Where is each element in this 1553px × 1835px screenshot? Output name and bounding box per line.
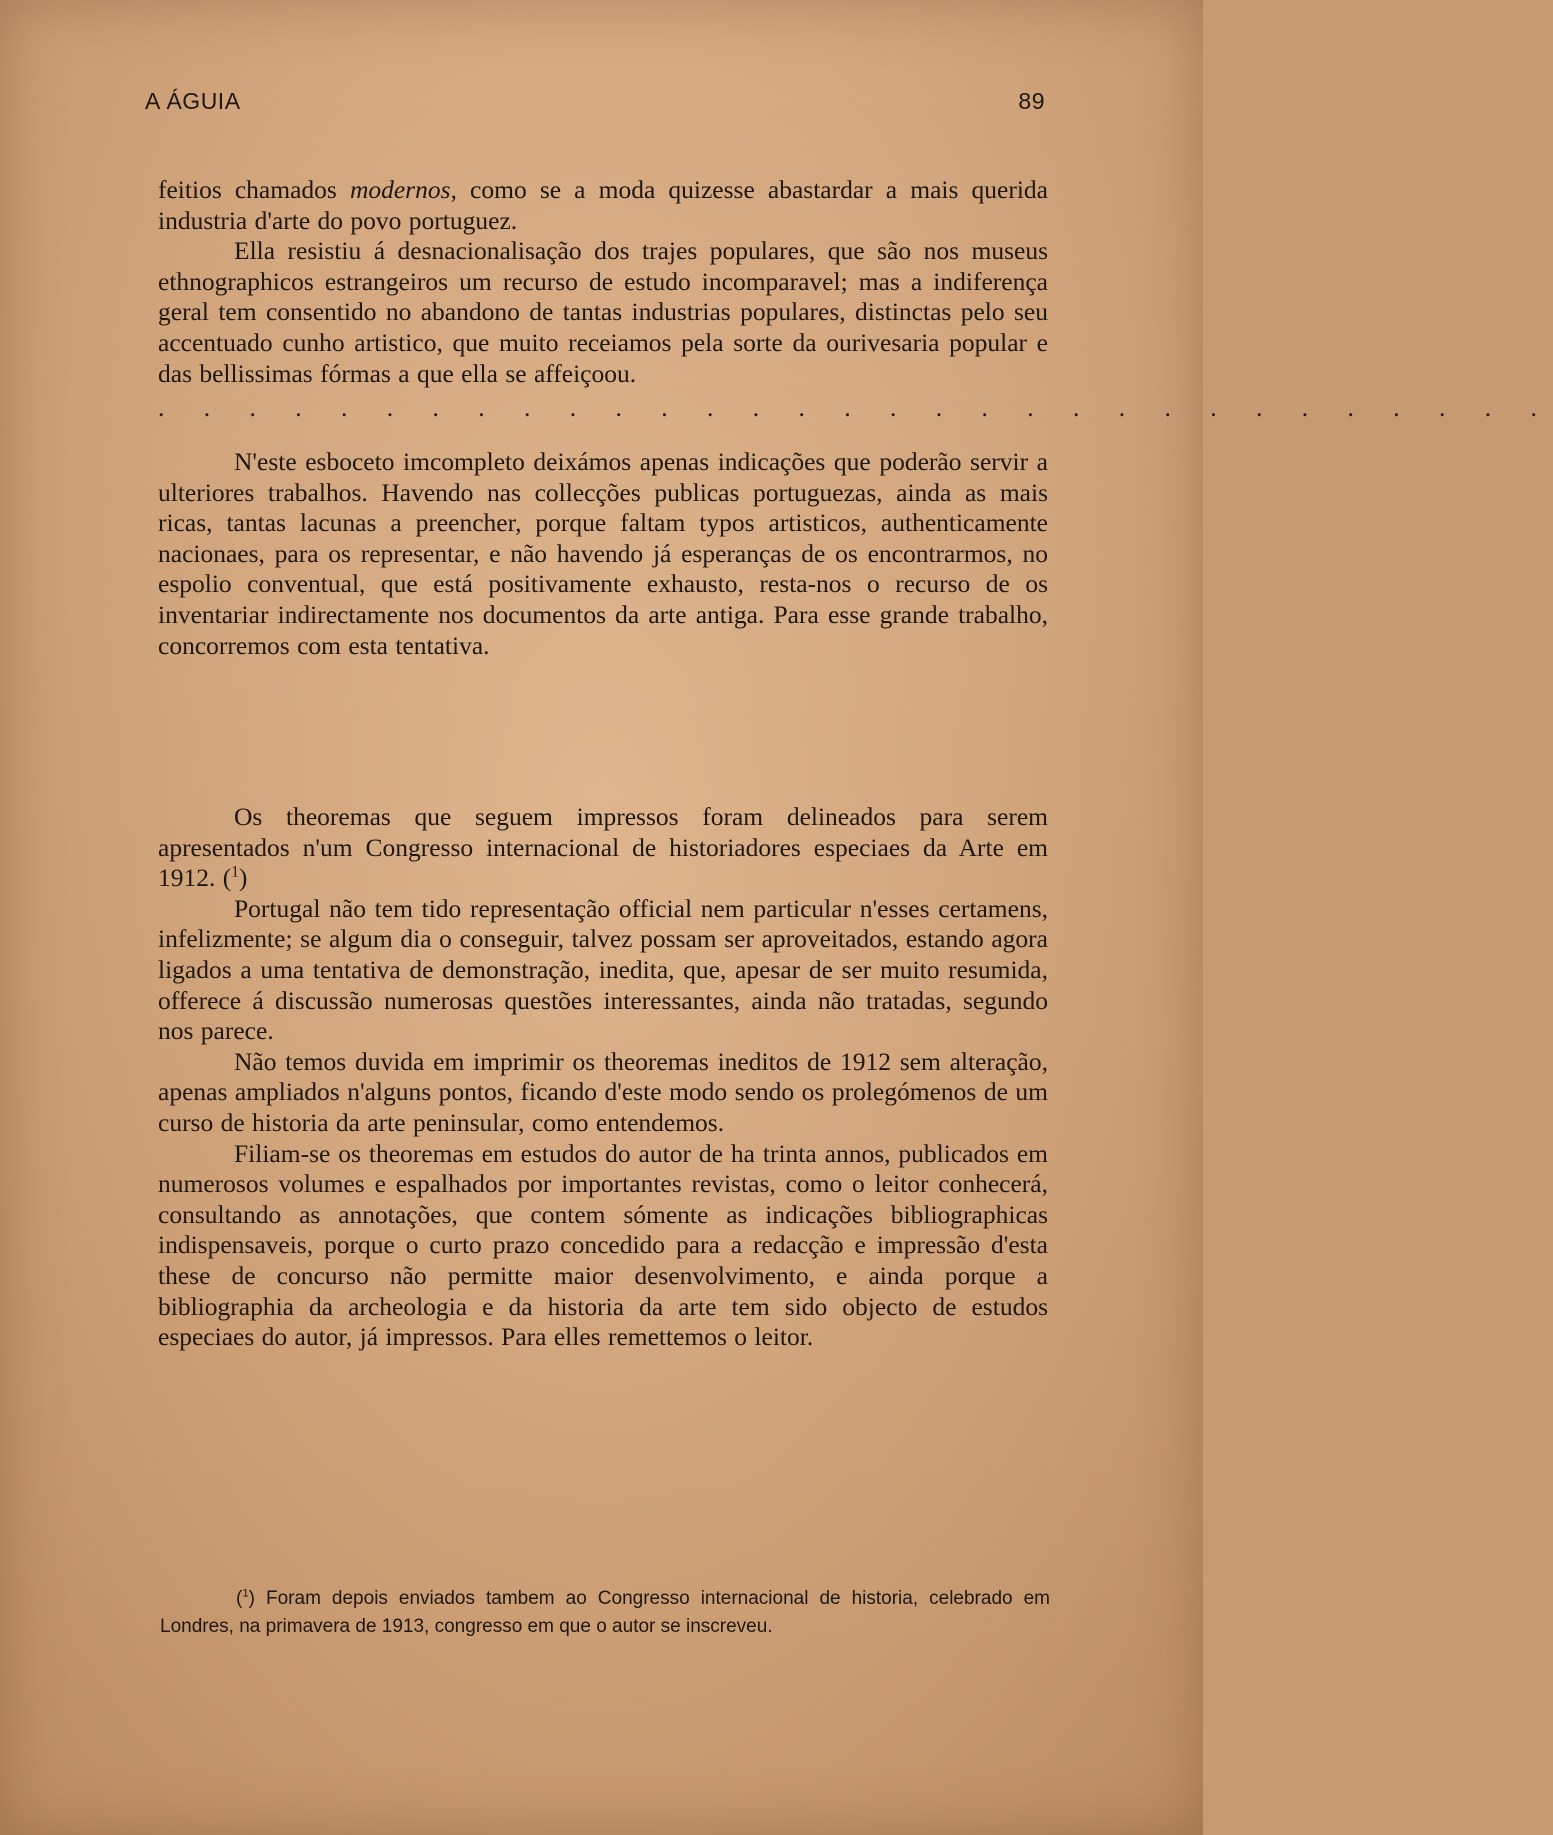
footnote-paren: ( xyxy=(236,1588,243,1609)
running-head xyxy=(145,88,1045,128)
section-theorems xyxy=(158,802,1048,1353)
paragraph: N'este esboceto imcompleto deixámos apenas indicações que poderão servir a ulteriores trabalhos. Havendo nas collecções publicas portuguezas, ainda as mais ricas, tantas lacunas a preencher, porque faltam typos artisticos, authenticamente nacionaes, para os representar, e não havendo já esperanças de os encontrarmos, no espolio conventual, que está positivamente exhausto, resta-nos o recurso de os inventariar indirectamente nos documentos da arte antiga. Para esse grande trabalho, concorremos com esta tentativa. xyxy=(158,447,1048,660)
footnote-text xyxy=(160,1585,1050,1641)
paragraph xyxy=(158,175,1048,236)
section-intro xyxy=(158,175,1553,423)
section-conclusion xyxy=(158,447,1048,661)
journal-title: A ÁGUIA xyxy=(145,88,241,114)
paragraph xyxy=(158,802,1048,894)
paragraph-text: ) xyxy=(238,863,248,893)
italic-word: modernos, xyxy=(349,175,457,204)
footnote-mark: 1 xyxy=(242,1587,249,1600)
paragraph: Filiam-se os theoremas em estudos do autor de ha trinta annos, publicados em numerosos volumes e espalhados por importantes revistas, como o leitor conhecerá, consultando as annotações, que contem sómente as indicações bibliographicas indispensaveis, porque o curto prazo concedido para a redacção e impressão d'esta these de concurso não permitte maior desenvolvimento, e ainda porque a bibliographia da archeologia e da historia da arte tem sido objecto de estudos especiaes do autor, já impressos. Para elles remettemos o leitor. xyxy=(158,1138,1048,1352)
footnote-reference: 1 xyxy=(231,863,239,881)
paragraph-text: feitios chamados xyxy=(158,175,350,204)
paragraph: Ella resistiu á desnacionalisação dos trajes populares, que são nos museus ethnographicos estrangeiros um recurso de estudo incomparavel; mas a indiferença geral tem consentido no abandono de tantas industrias populares, distinctas pelo seu accentuado cunho artistico, que muito receiamos pela sorte da ourivesaria popular e das bellissimas fórmas a que ella se affeiçoou. xyxy=(158,236,1048,388)
paragraph: Não temos duvida em imprimir os theoremas ineditos de 1912 sem alteração, apenas ampliados n'alguns pontos, ficando d'este modo sendo os prolegómenos de um curso de historia da arte peninsular, como entendemos. xyxy=(158,1046,1048,1137)
ellipsis-separator: . . . . . . . . . . . . . . . . . . . . . . . . . . . . . . . xyxy=(158,393,1553,423)
footnote xyxy=(160,1585,1050,1641)
footnote-body: Foram depois enviados tambem ao Congresso internacional de historia, celebrado em Londres, na primavera de 1913, congresso em que o autor se inscreveu. xyxy=(160,1588,1050,1637)
paragraph-text: como se a moda quizesse abastardar a mais querida industria d'arte do povo portuguez. xyxy=(158,175,1048,235)
paragraph: Portugal não tem tido representação official nem particular n'esses certamens, infelizmente; se algum dia o conseguir, talvez possam ser aproveitados, estando agora ligados a uma tentativa de demonstração, inedita, que, apesar de ser muito resumida, offerece á discussão numerosas questões interessantes, ainda não tratadas, segundo nos parece. xyxy=(158,893,1048,1046)
footnote-paren: ) xyxy=(248,1588,255,1609)
paragraph-text: Os theoremas que seguem impressos foram delineados para serem apresentados n'um Congresso internacional de historiadores especiaes da Arte em 1912. ( xyxy=(158,802,1048,893)
page-number: 89 xyxy=(1018,88,1045,114)
